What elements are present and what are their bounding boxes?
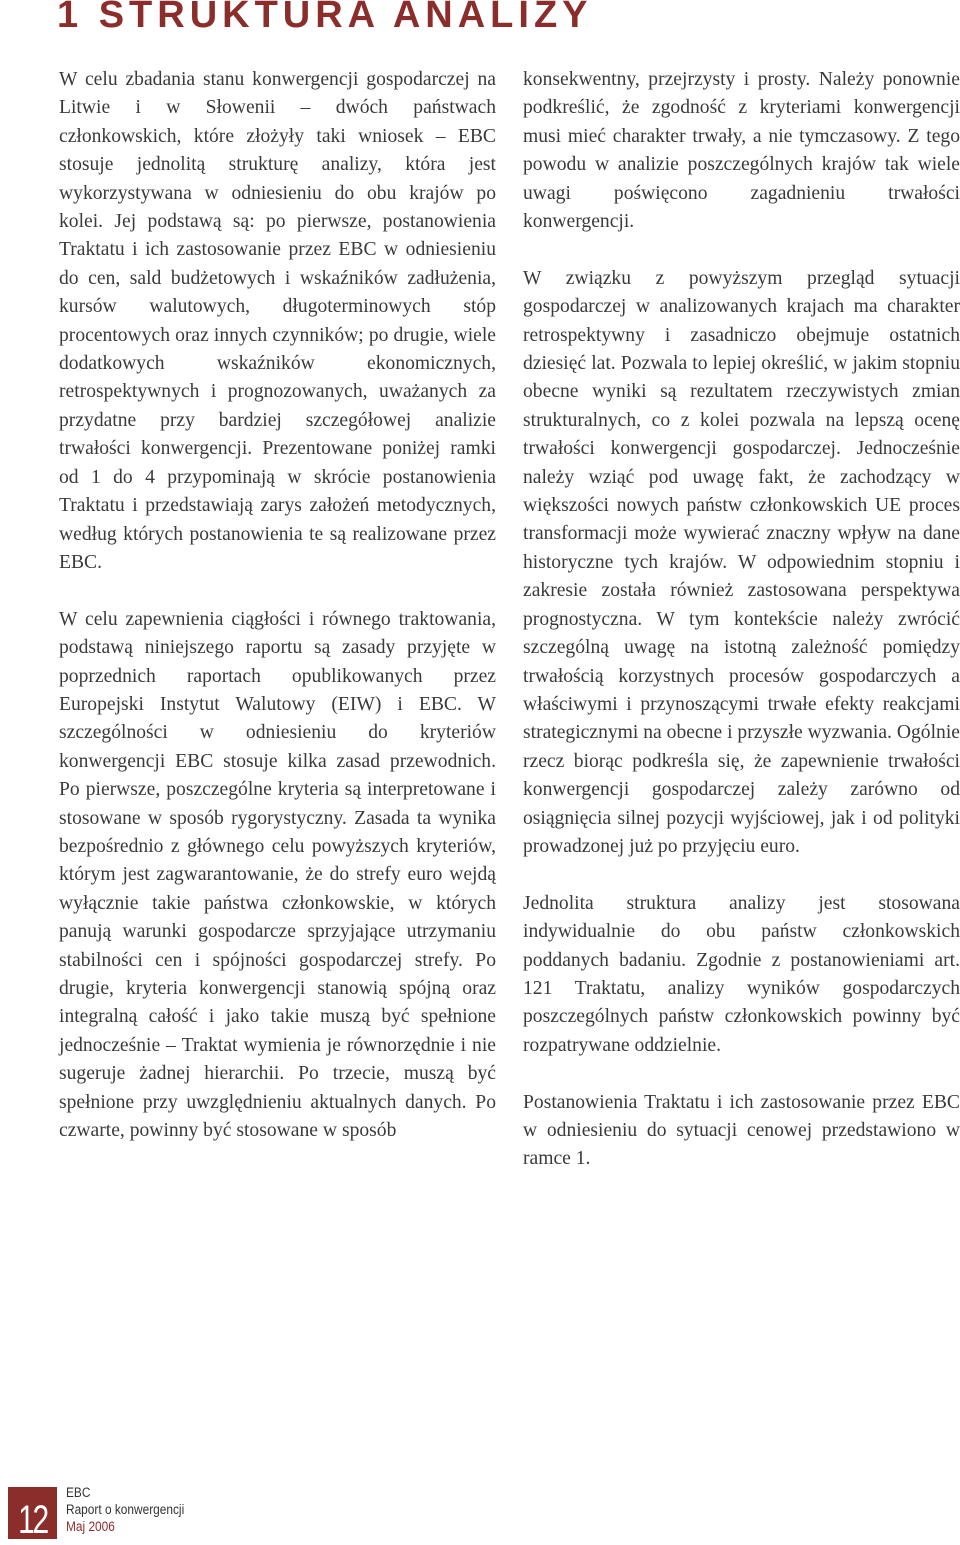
footer-date: Maj 2006 — [66, 1519, 115, 1534]
page-number: 12 — [18, 1498, 47, 1539]
paragraph: W celu zbadania stanu konwergencji gospodarczej na Litwie i w Słowenii – dwóch państwach członkowskich, które złożyły taki wniosek – EBC stosuje jednolitą strukturę analizy, która jest wykorzystywana w odniesieniu do obu krajów po kolei. Jej podstawą są: po pierwsze, postanowienia Traktatu i ich zastosowanie przez EBC w odniesieniu do cen, sald budżetowych i wskaźników zadłużenia, kursów walutowych, długoterminowych stóp procentowych oraz innych czynników; po drugie, wiele dodatkowych wskaźników ekonomicznych, retrospektywnych i prognozowanych, uważanych za przydatne przy bardziej szczegółowej analizie trwałości konwergencji. Prezentowane poniżej ramki od 1 do 4 przypominają w skrócie postanowienia Traktatu i przedstawiają zarys założeń metodycznych, według których postanowienia te są realizowane przez EBC. — [59, 69, 496, 573]
paragraph: konsekwentny, przejrzysty i prosty. Należy ponownie podkreślić, że zgodność z kryteriami konwergencji musi mieć charakter trwały, a nie tymczasowy. Z tego powodu w analizie poszczególnych krajów tak wiele uwagi poświęcono zagadnieniu trwałości konwergencji. — [523, 69, 960, 233]
footer-publication: Raport o konwergencji — [66, 1502, 185, 1517]
footer-publication-info — [66, 1484, 184, 1535]
section-heading: 1 STRUKTURA ANALIZY — [57, 0, 593, 36]
paragraph: Jednolita struktura analizy jest stosowana indywidualnie do obu państw członkowskich poddanych badaniu. Zgodnie z postanowieniami art. 121 Traktatu, analizy wyników gospodarczych poszczególnych państw członkowskich powinny być rozpatrywane oddzielnie. — [523, 892, 960, 1056]
left-column — [59, 66, 496, 1174]
paragraph: W celu zapewnienia ciągłości i równego traktowania, podstawą niniejszego raportu są zasady przyjęte w poprzednich raportach opublikowanych przez Europejski Instytut Walutowy (EIW) i EBC. W szczególności w odniesieniu do kryteriów konwergencji EBC stosuje kilka zasad przewodnich. Po pierwsze, poszczególne kryteria są interpretowane i stosowane w sposób rygorystyczny. Zasada ta wynika bezpośrednio z głównego celu powyższych kryteriów, którym jest zagwarantowanie, że do strefy euro wejdą wyłącznie takie państwa członkowskie, w których panują warunki gospodarcze sprzyjające utrzymaniu stabilności cen i spójności gospodarczej strefy. Po drugie, kryteria konwergencji stanowią spójną oraz integralną całość i jako takie muszą być spełnione jednocześnie – Traktat wymienia je równorzędnie i nie sugeruje żadnej hierarchii. Po trzecie, muszą być spełnione przy uwzględnieniu aktualnych danych. Po czwarte, powinny być stosowane w sposób — [59, 608, 496, 1142]
right-column — [523, 66, 960, 1202]
paragraph: W związku z powyższym przegląd sytuacji gospodarczej w analizowanych krajach ma charakter retrospektywny i zasadniczo obejmuje ostatnich dziesięć lat. Pozwala to lepiej określić, w jakim stopniu obecne wyniki są rezultatem rzeczywistych zmian strukturalnych, co z kolei pozwala na lepszą ocenę trwałości konwergencji gospodarczej. Jednocześnie należy wziąć pod uwagę fakt, że zachodzący w większości nowych państw członkowskich UE proces transformacji może wywierać znaczny wpływ na dane historyczne tych krajów. W odpowiednim stopniu i zakresie została również zastosowana perspektywa prognostyczna. W tym kontekście należy zwrócić szczególną uwagę na istotną zależność pomiędzy trwałością korzystnych procesów gospodarczych a właściwymi i przynoszącymi trwałe efekty reakcjami strategicznymi na obecne i przyszłe wyzwania. Ogólnie rzecz biorąc podkreśla się, że zapewnienie trwałości konwergencji gospodarczej zależy zarówno od osiągnięcia silnej pozycji wyjściowej, jak i od polityki prowadzonej już po przyjęciu euro. — [523, 267, 960, 857]
paragraph: Postanowienia Traktatu i ich zastosowanie przez EBC w odniesieniu do sytuacji cenowej przedstawiono w ramce 1. — [523, 1091, 960, 1170]
page-number-block — [8, 1487, 57, 1539]
footer-org: EBC — [66, 1485, 91, 1500]
